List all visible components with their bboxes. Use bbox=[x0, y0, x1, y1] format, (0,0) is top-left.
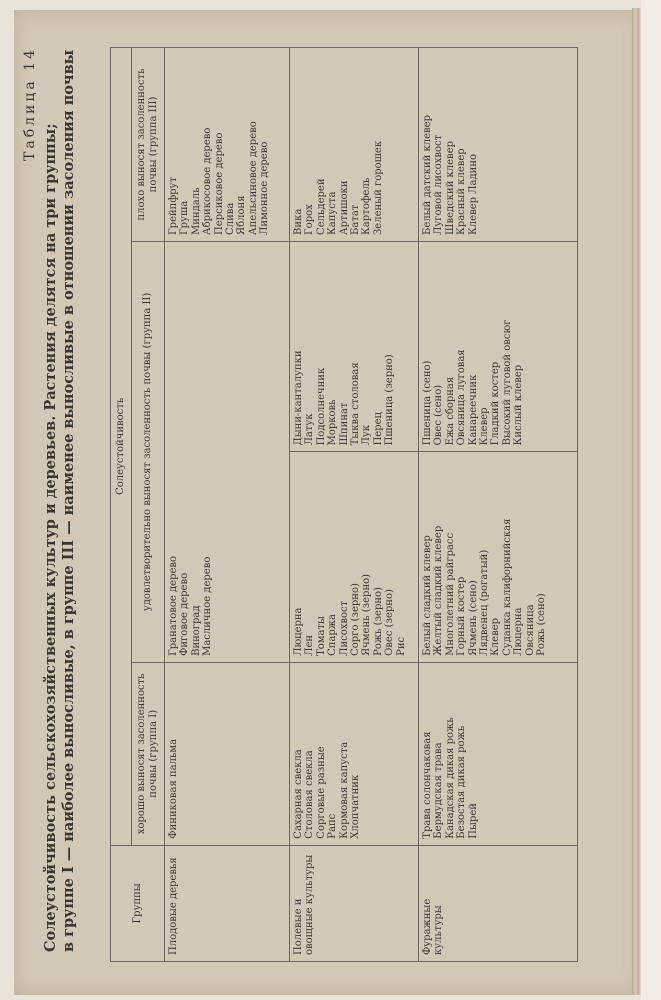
cell-group-i bbox=[290, 662, 419, 845]
plant-name: Картофель bbox=[361, 177, 373, 235]
plant-name: Овсяница луговая bbox=[456, 349, 468, 446]
plant-name: Овес (сено) bbox=[433, 384, 445, 446]
plant-name: Лен bbox=[304, 634, 316, 656]
table-title-line-1: Солеустойчивость сельскохозяйственных культур и деревьев. Растения делятся на три группы; bbox=[42, 123, 59, 952]
plant-name: Кормовая капуста bbox=[338, 741, 350, 839]
plant-name: Кислый клевер bbox=[513, 364, 525, 446]
table-row bbox=[290, 48, 419, 962]
scan-margin bbox=[641, 0, 661, 1000]
header-salt-tolerance: Солеустойчивость bbox=[111, 48, 132, 846]
plant-name: Белый датский клевер bbox=[422, 115, 433, 235]
plant-name: Хлопчатник bbox=[350, 774, 362, 839]
plant-name: Столовая свекла bbox=[304, 750, 316, 839]
plant-name: Финиковая пальма bbox=[168, 738, 179, 839]
plant-name: Абрикосовое дерево bbox=[202, 127, 214, 235]
table-row bbox=[165, 48, 290, 962]
table-number: Таблица 14 bbox=[22, 47, 38, 161]
plant-name: Белый сладкий клевер bbox=[422, 535, 433, 656]
plant-name: Шпинат bbox=[338, 402, 350, 446]
plant-name: Ячмень (сено) bbox=[467, 580, 479, 656]
plant-name: Овес (зерно) bbox=[384, 589, 396, 656]
cell-group-ii-b bbox=[290, 241, 419, 451]
plant-name: Пшеница (зерно) bbox=[384, 354, 396, 446]
plant-name: Клевер bbox=[490, 617, 502, 656]
header-group-iii: плохо выносят засоленность почвы (группа III) bbox=[132, 48, 165, 242]
plant-name: Виноград bbox=[190, 605, 202, 656]
plant-name: Пырей bbox=[467, 803, 479, 839]
plant-name: Миндаль bbox=[190, 187, 202, 235]
plant-name: Морковь bbox=[327, 399, 339, 446]
plant-name: Бермудская трава bbox=[433, 742, 445, 839]
cell-group-ii-a bbox=[290, 452, 419, 662]
plant-name: Грейпфрут bbox=[168, 177, 179, 235]
cell-group-ii-b bbox=[419, 241, 578, 451]
cell-group-ii-a bbox=[419, 452, 578, 662]
plant-name: Шведский клевер bbox=[444, 140, 456, 235]
plant-name: Рожь (сено) bbox=[536, 593, 548, 656]
plant-name: Овсяница bbox=[524, 604, 536, 656]
plant-name: Безостая дикая рожь bbox=[456, 725, 468, 839]
plant-name: Апельсиновое дерево bbox=[247, 121, 259, 235]
plant-name: Артишоки bbox=[338, 180, 350, 235]
plant-name: Канареечник bbox=[467, 374, 479, 446]
plant-name: Перец bbox=[372, 412, 384, 446]
header-group-ii: удовлетворительно выносят засоленность почвы (группа II) bbox=[132, 241, 165, 662]
cell-group-iii bbox=[165, 48, 290, 242]
cell-group-iii bbox=[419, 48, 578, 242]
plant-name: Высокий луговой овсюг bbox=[501, 319, 513, 446]
row-group-name: Плодовые деревья bbox=[165, 845, 290, 961]
header-row-1 bbox=[111, 48, 132, 962]
plant-name: Сорго (зерно) bbox=[350, 583, 362, 656]
row-group-name: Фуражные культуры bbox=[419, 845, 578, 961]
plant-name: Люцерна bbox=[513, 607, 525, 656]
plant-name: Рапс bbox=[327, 813, 339, 839]
plant-name: Дыни-канталупки bbox=[293, 350, 304, 446]
plant-name: Клевер Ладино bbox=[467, 153, 479, 235]
plant-name: Груша bbox=[179, 200, 191, 235]
table-row bbox=[419, 48, 578, 962]
plant-name: Тыква столовая bbox=[350, 362, 362, 446]
plant-name: Сельдерей bbox=[315, 178, 327, 235]
plant-name: Масличное дерево bbox=[202, 556, 214, 656]
plant-name: Многолетний райграсс bbox=[444, 532, 456, 656]
plant-name: Капуста bbox=[327, 191, 339, 235]
plant-name: Батат bbox=[350, 204, 362, 235]
plant-name: Красный клевер bbox=[456, 148, 468, 235]
plant-name: Спаржа bbox=[327, 614, 339, 656]
plant-name: Гладкий костер bbox=[490, 361, 502, 446]
plant-name: Фиговое дерево bbox=[179, 572, 191, 656]
plant-name: Лимонное дерево bbox=[259, 141, 271, 235]
plant-name: Лисохвост bbox=[338, 600, 350, 656]
plant-name: Персиковое дерево bbox=[213, 132, 225, 235]
plant-name: Сорговые разные bbox=[315, 746, 327, 839]
header-groups: Группы bbox=[111, 845, 165, 961]
plant-name: Трава солончаковая bbox=[422, 731, 433, 839]
row-group-name: Полевые и овощные культуры bbox=[290, 845, 419, 961]
plant-name: Слива bbox=[225, 202, 237, 235]
plant-name: Вика bbox=[293, 208, 304, 235]
salt-tolerance-table bbox=[110, 47, 578, 962]
cell-group-i bbox=[419, 662, 578, 845]
plant-name: Горох bbox=[304, 204, 316, 235]
table-title bbox=[42, 49, 78, 952]
plant-name: Желтый сладкий клевер bbox=[433, 525, 445, 656]
plant-name: Клевер bbox=[479, 407, 491, 446]
cell-group-ii bbox=[165, 241, 290, 662]
header-row-2 bbox=[132, 48, 165, 962]
plant-name: Суданка калифорнийская bbox=[501, 518, 513, 656]
plant-name: Лядвенец (рогатый) bbox=[479, 549, 491, 656]
cell-group-i bbox=[165, 662, 290, 845]
plant-name: Сахарная свекла bbox=[293, 749, 304, 839]
plant-name: Горный костер bbox=[456, 576, 468, 656]
plant-name: Канадская дикая рожь bbox=[444, 717, 456, 839]
plant-name: Латук bbox=[304, 413, 316, 446]
plant-name: Люцерна bbox=[293, 607, 304, 656]
plant-name: Гранатовое дерево bbox=[168, 555, 179, 656]
plant-name: Зеленый горошек bbox=[372, 140, 384, 235]
rotated-page-content bbox=[14, 22, 634, 982]
plant-name: Ячмень (зерно) bbox=[361, 573, 373, 656]
header-group-i: хорошо выносят засоленность почвы (группа I) bbox=[132, 662, 165, 845]
plant-name: Томаты bbox=[315, 615, 327, 656]
plant-name: Подсолнечник bbox=[315, 367, 327, 446]
plant-name: Яблоня bbox=[236, 195, 248, 235]
plant-name: Лук bbox=[361, 424, 373, 446]
cell-group-iii bbox=[290, 48, 419, 242]
table-title-line-2: в группе I — наиболее выносливые, в группе III — наименее выносливые в отношении засоления почвы bbox=[60, 49, 77, 952]
plant-name: Рис bbox=[395, 636, 407, 656]
plant-name: Ежа сборная bbox=[444, 376, 456, 446]
plant-name: Пшеница (сено) bbox=[422, 360, 433, 446]
plant-name: Луговой лисохвост bbox=[433, 134, 445, 235]
plant-name: Рожь (зерно) bbox=[372, 587, 384, 656]
